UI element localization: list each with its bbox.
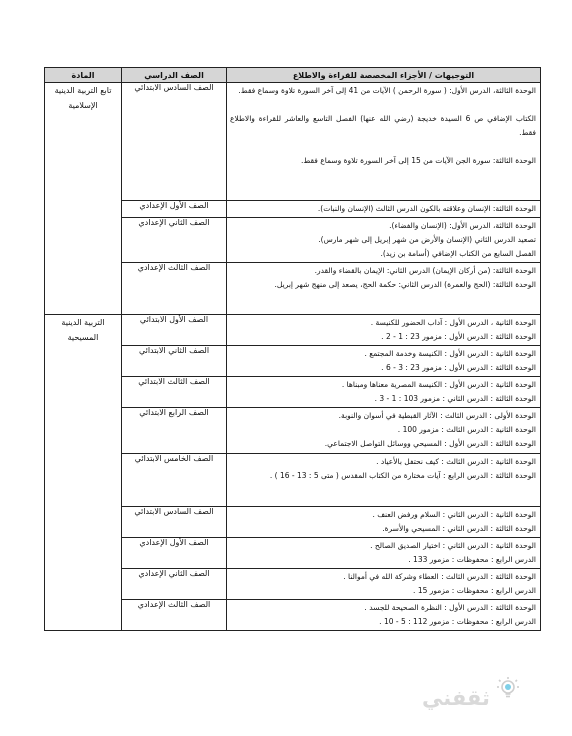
logo-text: ثقفني	[422, 686, 490, 710]
content-line: تصعيد الدرس الثاني (الإنسان والأرض من شهر إبريل إلى شهر مارس).	[318, 235, 536, 244]
content-line: الوحدة الثانية ، الدرس الأول : آداب الحضور للكنيسة .	[370, 318, 536, 327]
content-cell	[227, 201, 541, 218]
content-line: الدرس الرابع : محفوظات : مزمور 15 .	[413, 586, 536, 595]
content-line: الوحدة الثانية : الدرس الأول : الكنيسة المصرية معناها ومبناها .	[341, 380, 536, 389]
header-subject: المادة	[45, 68, 122, 83]
curriculum-table	[44, 67, 541, 631]
content-line: الوحدة الثالثة: الإنسان وعلاقته بالكون الدرس الثالث (الإنسان والنبات).	[317, 204, 536, 213]
content-line: الفصل السابع من الكتاب الإضافي (أسامة بن زيد).	[380, 249, 536, 258]
content-cell	[227, 408, 541, 454]
content-line: الوحدة الثالثة : الدرس الأول : المسيحي ووسائل التواصل الاجتماعي.	[324, 439, 536, 448]
table-row	[45, 315, 541, 346]
content-line: الوحدة الثالثة : الدرس الثاني : المسيحي والأسرة.	[382, 524, 536, 533]
grade-cell: الصف الثالث الإعدادي	[122, 263, 227, 315]
table-row	[45, 83, 541, 201]
grade-cell: الصف الرابع الابتدائي	[122, 408, 227, 454]
grade-cell: الصف الأول الإعدادي	[122, 538, 227, 569]
content-line: الوحدة الثانية : الدرس الثالث : مزمور 100 .	[397, 425, 536, 434]
content-line: الوحدة الثالثة : الدرس الأول : مزمور 23 : 3 - 6 .	[381, 363, 536, 372]
content-line: الوحدة الثالثة، الدرس الأول: (الإنسان والفضاء).	[389, 221, 536, 230]
content-line: الدرس الرابع : محفوظات : مزمور 133 .	[408, 555, 536, 564]
grade-cell: الصف الثاني الابتدائي	[122, 346, 227, 377]
grade-cell: الصف الثالث الإعدادي	[122, 600, 227, 631]
grade-cell: الصف السادس الابتدائي	[122, 507, 227, 538]
content-line: الوحدة الأولى : الدرس الثالث : الآثار القبطية في أسوان والنوبة.	[338, 411, 536, 420]
content-line: الوحدة الثانية : الدرس الأول : الكنيسة وخدمة المجتمع .	[364, 349, 536, 358]
content-cell	[227, 569, 541, 600]
subject-cell-christian: التربية الدينية المسيحية	[45, 315, 122, 631]
content-line: الوحدة الثالثة: سورة الجن الآيات من 15 إلى آخر السورة تلاوة وسماع فقط.	[300, 156, 536, 165]
content-line: الوحدة الثانية : الدرس الثاني : اختيار الصديق الصالح .	[370, 541, 536, 550]
content-line: الدرس الرابع : محفوظات : مزمور 112 : 5 - 10 .	[379, 617, 536, 626]
grade-cell: الصف الأول الإعدادي	[122, 201, 227, 218]
content-line: الوحدة الثالثة : الدرس الثاني : مزمور 103 : 1 - 3 .	[374, 394, 536, 403]
grade-cell: الصف الثاني الإعدادي	[122, 218, 227, 263]
subject-cell-islamic: تابع التربية الدينية الإسلامية	[45, 83, 122, 315]
content-cell	[227, 315, 541, 346]
content-line: الوحدة الثالثة : الدرس الرابع : آيات مختارة من الكتاب المقدس ( متى 5 : 13 - 16 ) .	[269, 471, 536, 480]
content-line: الوحدة الثانية : الدرس الثاني : السلام ورفض العنف .	[372, 510, 536, 519]
content-line: الوحدة الثالثة : الدرس الثالث : العطاء وشركة الله في أموالنا .	[343, 572, 536, 581]
content-line: الكتاب الإضافي ص 6 السيدة خديجة (رضي الله عنها) الفصل التاسع والعاشر للقراءة والاطلاع فقط.	[230, 114, 536, 137]
content-line: الوحدة الثالثة: (من أركان الإيمان) الدرس الثاني: الإيمان بالقضاء والقدر.	[314, 266, 536, 275]
content-cell	[227, 454, 541, 507]
content-line: الوحدة الثالثة : الدرس الأول : مزمور 23 : 1 - 2 .	[381, 332, 536, 341]
content-cell	[227, 377, 541, 408]
table-header-row	[45, 68, 541, 83]
grade-cell: الصف الثالث الابتدائي	[122, 377, 227, 408]
content-cell	[227, 263, 541, 315]
content-cell	[227, 218, 541, 263]
content-cell	[227, 538, 541, 569]
header-grade: الصف الدراسي	[122, 68, 227, 83]
header-content: التوجيهات / الأجزاء المخصصة للقراءة والاطلاع	[227, 68, 541, 83]
content-line: الوحدة الثالثة : الدرس الأول : النظرة الصحيحة للجسد .	[364, 603, 536, 612]
content-line: الوحدة الثالثة، الدرس الأول: ( سورة الرحمن ) الآيات من 41 إلى آخر السورة تلاوة وسماع فقط.	[238, 86, 536, 95]
grade-cell: الصف الأول الابتدائي	[122, 315, 227, 346]
content-cell	[227, 83, 541, 201]
grade-cell: الصف السادس الابتدائي	[122, 83, 227, 201]
lightbulb-icon	[496, 676, 520, 702]
content-cell	[227, 507, 541, 538]
content-cell	[227, 346, 541, 377]
grade-cell: الصف الثاني الإعدادي	[122, 569, 227, 600]
content-cell	[227, 600, 541, 631]
grade-cell: الصف الخامس الابتدائي	[122, 454, 227, 507]
content-line: الوحدة الثانية : الدرس الثالث : كيف نحتفل بالأعياد .	[376, 457, 536, 466]
content-line: الوحدة الثالثة: (الحج والعمرة) الدرس الثاني: حكمة الحج، يصعد إلى منهج شهر إبريل.	[274, 280, 536, 289]
